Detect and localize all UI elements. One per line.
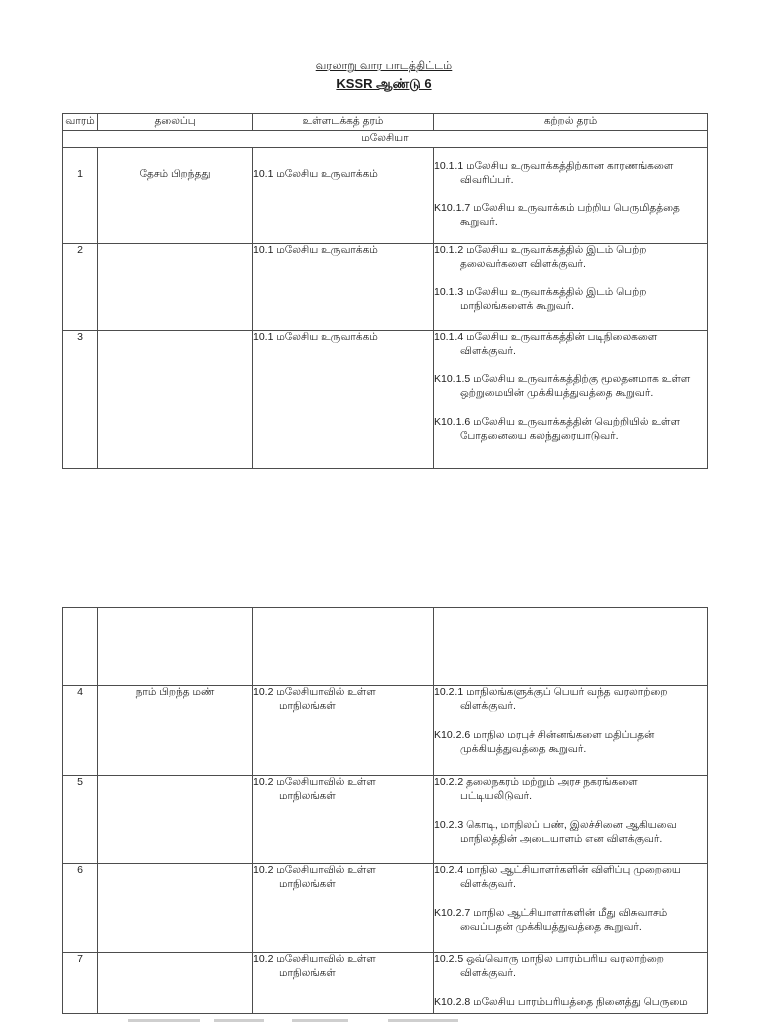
topic-cell xyxy=(98,864,253,953)
lesson-plan-table-section-1 xyxy=(62,113,708,469)
table-row xyxy=(63,686,708,776)
content-standard-text: 10.2 மலேசியாவில் உள்ள மாநிலங்கள் xyxy=(253,776,376,802)
learning-standard-item: 10.2.5 ஒவ்வொரு மாநில பாரம்பரிய வரலாற்றை விளக்குவர். xyxy=(434,953,664,979)
content-standard-cell xyxy=(253,243,434,330)
content-standard-text: 10.1 மலேசிய உருவாக்கம் xyxy=(253,330,378,343)
learning-standard-item: 10.1.1 மலேசிய உருவாக்கத்திற்கான காரணங்களை விவரிப்பர். xyxy=(434,159,674,186)
content-standard-cell xyxy=(253,330,434,468)
content-standard-text: 10.2 மலேசியாவில் உள்ள மாநிலங்கள் xyxy=(253,686,376,712)
learning-standard-item: K10.1.7 மலேசிய உருவாக்கம் பற்றிய பெருமிதத்தை கூறுவர். xyxy=(434,202,680,229)
learning-standard-item: K10.1.6 மலேசிய உருவாக்கத்தின் வெற்றியில் உள்ள போதனையை கலந்துரையாடுவர். xyxy=(434,416,680,443)
content-standard-cell xyxy=(253,608,434,686)
content-standard-text: 10.1 மலேசிய உருவாக்கம் xyxy=(253,243,378,256)
cutoff-text-fragment xyxy=(214,1019,264,1022)
table-row xyxy=(63,330,708,468)
cutoff-text-fragment xyxy=(388,1019,458,1022)
learning-standard-item: 10.2.1 மாநிலங்களுக்குப் பெயர் வந்த வரலாற்றை விளக்குவர். xyxy=(434,686,668,712)
content-standard-text: 10.2 மலேசியாவில் உள்ள மாநிலங்கள் xyxy=(253,953,376,979)
topic-cell xyxy=(98,608,253,686)
topic-cell xyxy=(98,953,253,1014)
content-standard-text: 10.2 மலேசியாவில் உள்ள மாநிலங்கள் xyxy=(253,864,376,890)
column-header-content-standard: உள்ளடக்கத் தரம் xyxy=(253,114,434,131)
learning-standard-item: 10.2.3 கொடி, மாநிலப் பண், இலச்சினை ஆகியவை மாநிலத்தின் அடையாளம் என விளக்குவர். xyxy=(434,818,677,845)
learning-standard-item: 10.1.3 மலேசிய உருவாக்கத்தில் இடம் பெற்ற மாநிலங்களைக் கூறுவர். xyxy=(434,286,647,313)
learning-standard-item: 10.2.2 தலைநகரம் மற்றும் அரச நகரங்களை பட்டியலிடுவர். xyxy=(434,776,638,802)
topic-cell: தேசம் பிறந்தது xyxy=(98,147,253,243)
topic-cell xyxy=(98,243,253,330)
table-row xyxy=(63,243,708,330)
week-cell: 4 xyxy=(63,686,98,776)
topic-cell xyxy=(98,776,253,864)
content-standard-cell xyxy=(253,147,434,243)
section-header-row xyxy=(63,130,708,147)
learning-standard-cell xyxy=(434,953,708,1014)
table-header-row xyxy=(63,114,708,131)
learning-standard-item: K10.2.8 மலேசிய பாரம்பரியத்தை நினைத்து பெருமை xyxy=(434,995,688,1008)
content-standard-text: 10.1 மலேசிய உருவாக்கம் xyxy=(253,167,378,180)
content-standard-cell xyxy=(253,864,434,953)
lesson-plan-table-section-2 xyxy=(62,607,708,1014)
column-header-learning-standard: கற்றல் தரம் xyxy=(434,114,708,131)
learning-standard-cell xyxy=(434,330,708,468)
cutoff-text-fragment xyxy=(128,1019,200,1022)
content-standard-cell xyxy=(253,953,434,1014)
learning-standard-cell xyxy=(434,864,708,953)
section-header-malaysia: மலேசியா xyxy=(63,130,708,147)
learning-standard-cell xyxy=(434,686,708,776)
content-standard-cell xyxy=(253,686,434,776)
table-row xyxy=(63,953,708,1014)
week-cell: 5 xyxy=(63,776,98,864)
learning-standard-cell xyxy=(434,608,708,686)
cutoff-text-fragment xyxy=(292,1019,348,1022)
learning-standard-item: K10.2.6 மாநில மரபுச் சின்னங்களை மதிப்பதன் முக்கியத்துவத்தை கூறுவர். xyxy=(434,728,655,755)
week-cell: 7 xyxy=(63,953,98,1014)
week-cell xyxy=(63,608,98,686)
column-header-topic: தலைப்பு xyxy=(98,114,253,131)
learning-standard-cell xyxy=(434,243,708,330)
learning-standard-cell xyxy=(434,776,708,864)
title-year-line: KSSR ஆண்டு 6 xyxy=(336,75,432,91)
learning-standard-item: 10.2.4 மாநில ஆட்சியாளர்களின் விளிப்பு முறையை விளக்குவர். xyxy=(434,864,681,890)
topic-cell: நாம் பிறந்த மண் xyxy=(98,686,253,776)
learning-standard-item: 10.1.2 மலேசிய உருவாக்கத்தில் இடம் பெற்ற தலைவர்களை விளக்குவர். xyxy=(434,243,647,270)
title-subject-line: வரலாறு வார பாடத்திட்டம் xyxy=(315,60,453,72)
document-title xyxy=(0,60,768,92)
table-row xyxy=(63,776,708,864)
week-cell: 2 xyxy=(63,243,98,330)
learning-standard-item: 10.1.4 மலேசிய உருவாக்கத்தின் படிநிலைகளை விளக்குவர். xyxy=(434,330,658,357)
content-standard-cell xyxy=(253,776,434,864)
learning-standard-item: K10.2.7 மாநில ஆட்சியாளர்களின் மீது விசுவாசம் வைப்பதன் முக்கியத்துவத்தை கூறுவர். xyxy=(434,906,668,933)
learning-standard-item: K10.1.5 மலேசிய உருவாக்கத்திற்கு மூலதனமாக உள்ள ஒற்றுமையின் முக்கியத்துவத்தை கூறுவர். xyxy=(434,373,691,400)
table-row xyxy=(63,147,708,243)
topic-cell xyxy=(98,330,253,468)
week-cell: 6 xyxy=(63,864,98,953)
week-cell: 1 xyxy=(63,147,98,243)
column-header-week: வாரம் xyxy=(63,114,98,131)
learning-standard-cell xyxy=(434,147,708,243)
empty-table-row xyxy=(63,608,708,686)
week-cell: 3 xyxy=(63,330,98,468)
table-row xyxy=(63,864,708,953)
